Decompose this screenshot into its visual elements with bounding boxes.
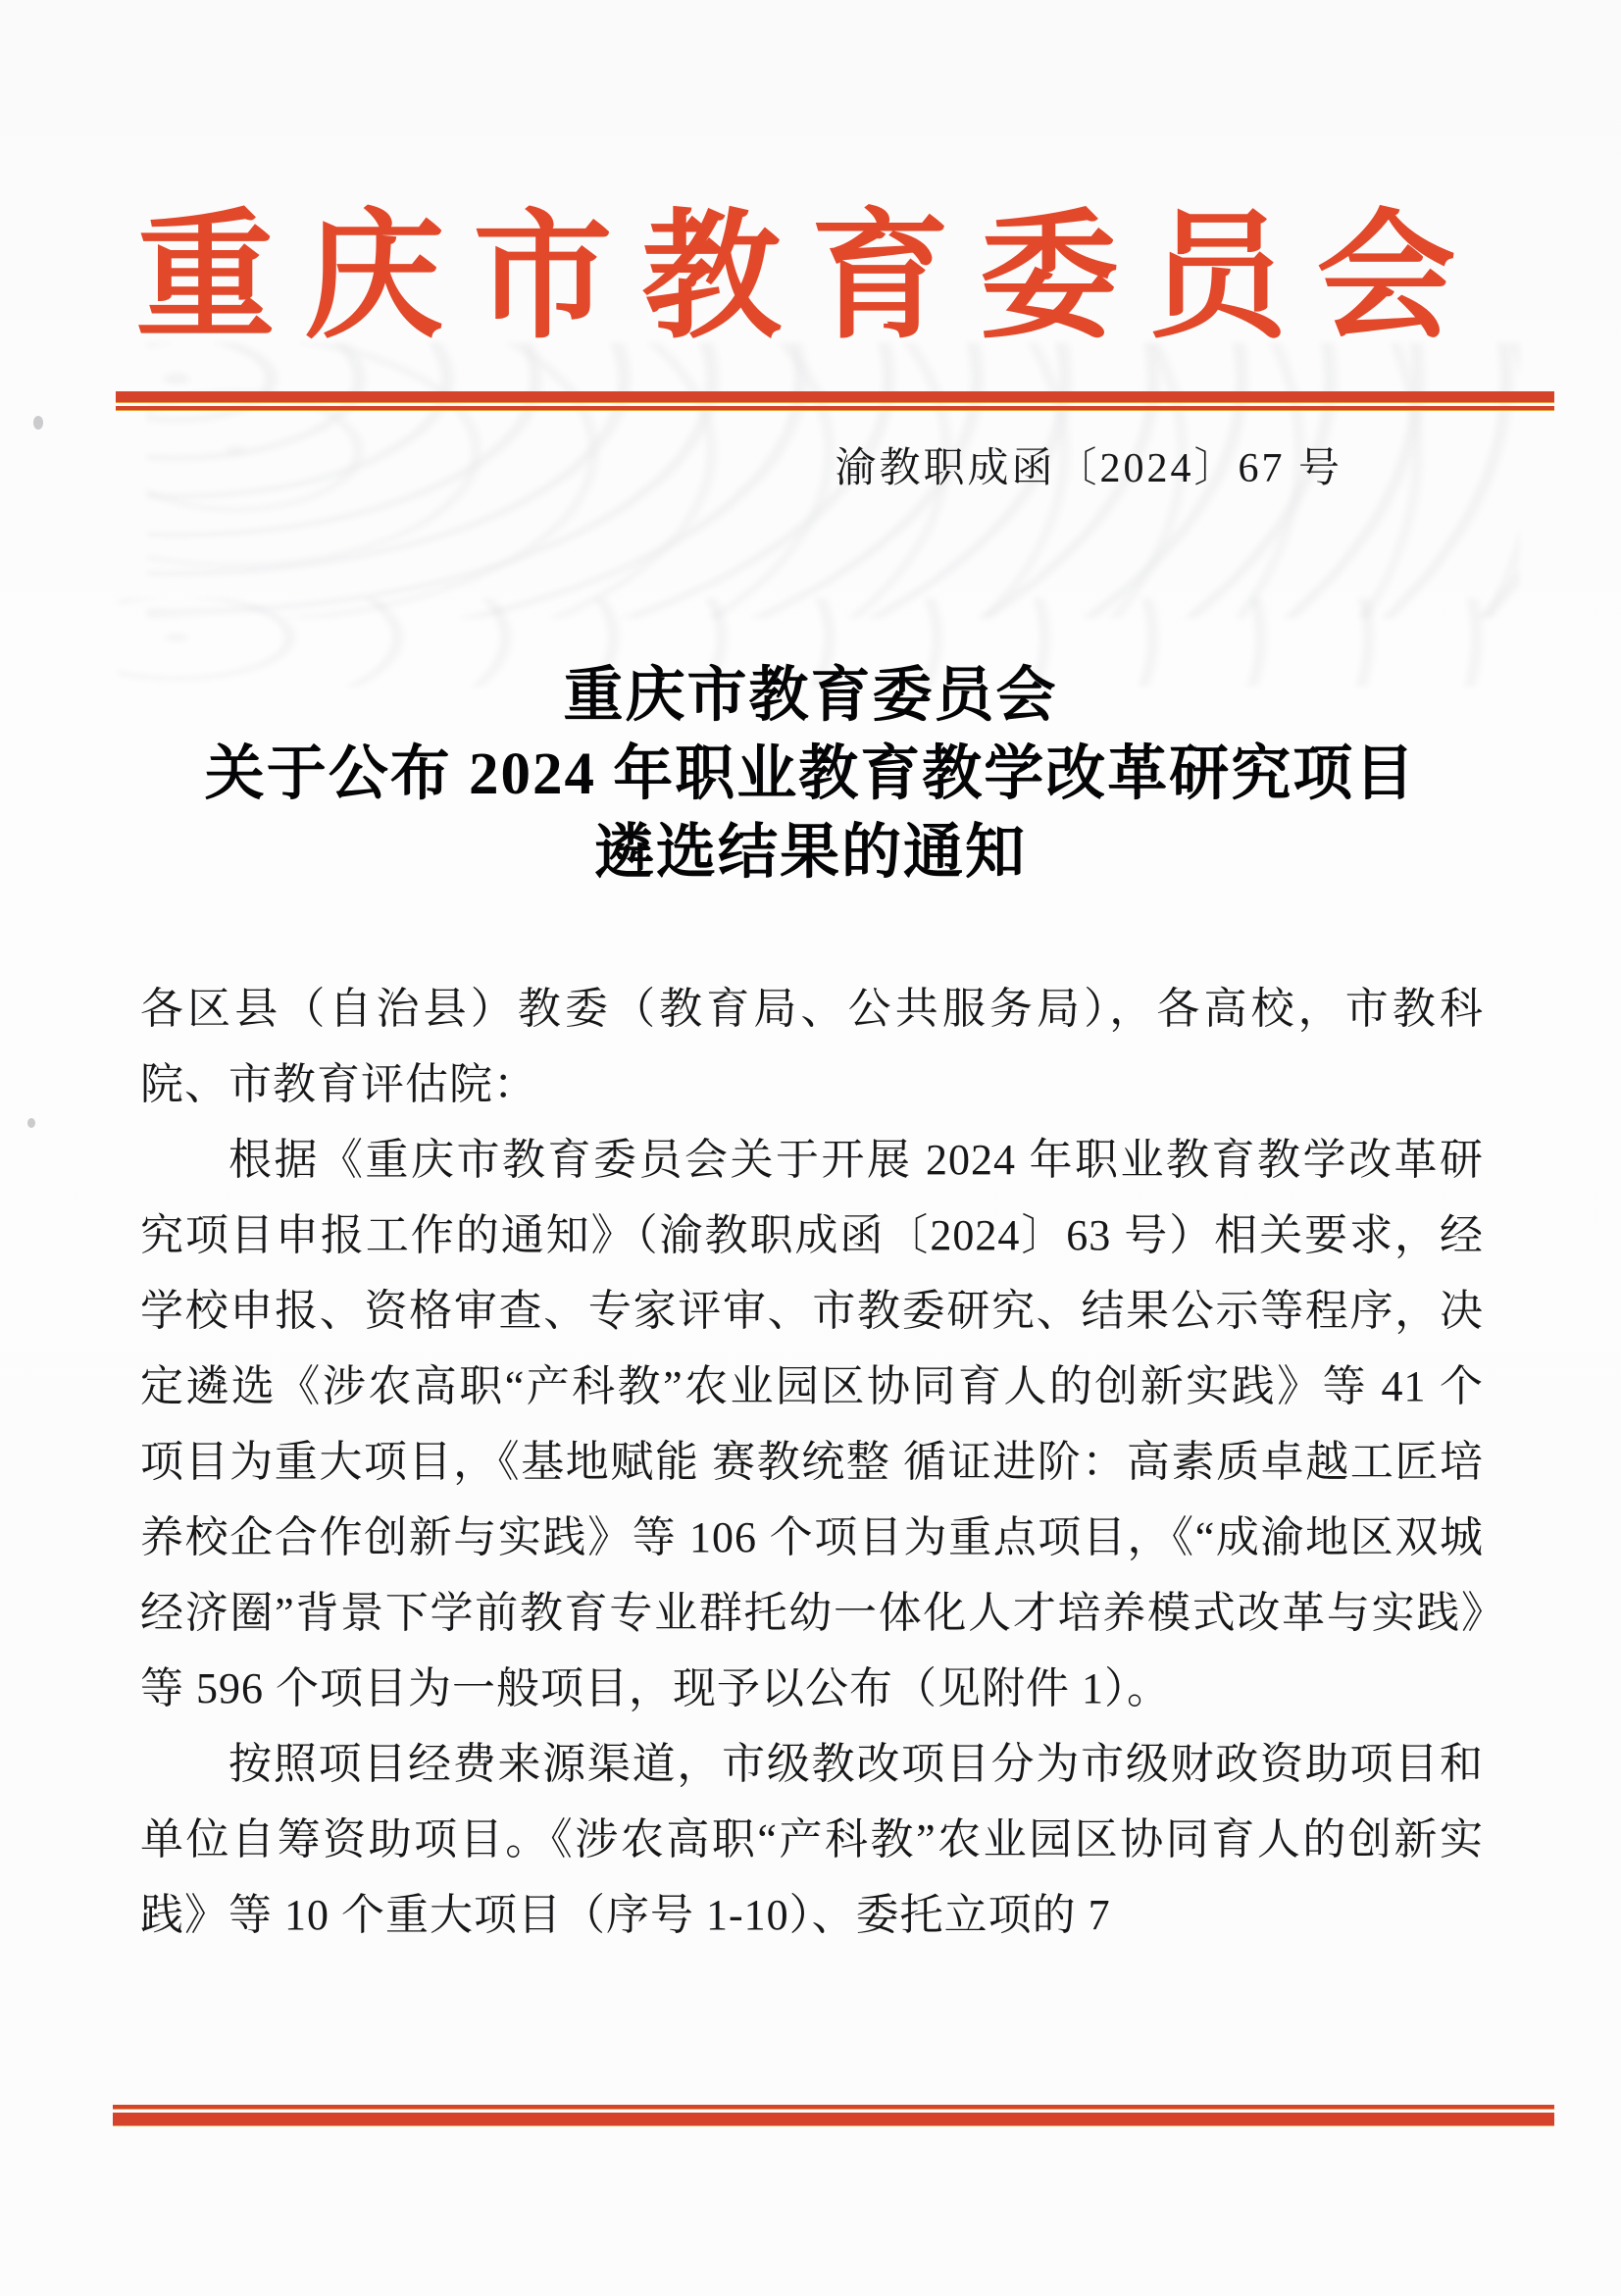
notice-title-line2: 关于公布 2024 年职业教育教学改革研究项目: [204, 741, 1417, 807]
document-number: 渝教职成函〔2024〕67 号: [835, 446, 1342, 491]
document-body: [140, 971, 1484, 1953]
scan-speck: [27, 1118, 35, 1128]
scan-speck: [33, 416, 43, 430]
body-paragraph-2: 按照项目经费来源渠道，市级教改项目分为市级财政资助项目和单位自筹资助项目。《涉农高职“产科教”农业园区协同育人的创新实践》等 10 个重大项目（序号 1-10）、委托立项的 7: [140, 1740, 1484, 1939]
body-paragraph-1: 根据《重庆市教育委员会关于开展 2024 年职业教育教学改革研究项目申报工作的通知》（渝教职成函〔2024〕63 号）相关要求，经学校申报、资格审查、专家评审、市教委研究、结果公示等程序，决定遴选《涉农高职“产科教”农业园区协同育人的创新实践》等 41 个项目为重大项目，《基地赋能 赛教统整 循证进阶：高素质卓越工匠培养校企合作创新与实践》等 106 个项目为重点项目，《“成渝地区双城经济圈”背景下学前教育专业群托幼一体化人才培养模式改革与实践》等 596 个项目为一般项目，现予以公布（见附件 1）。: [140, 1136, 1484, 1712]
footer-divider: [113, 2105, 1554, 2125]
letterhead-divider-thick-line: [116, 391, 1554, 402]
notice-title-line3: 遴选结果的通知: [593, 820, 1027, 886]
notice-title: [0, 657, 1621, 893]
letterhead-divider-thin-line: [116, 406, 1554, 410]
notice-title-line1: 重庆市教育委员会: [563, 663, 1058, 729]
salutation-paragraph: 各区县（自治县）教委（教育局、公共服务局），各高校，市教科院、市教育评估院：: [140, 985, 1484, 1108]
letterhead-divider: [116, 391, 1554, 410]
footer-divider-thick-line: [113, 2113, 1554, 2125]
letterhead-org-name: 重庆市教育委员会: [135, 200, 1486, 355]
